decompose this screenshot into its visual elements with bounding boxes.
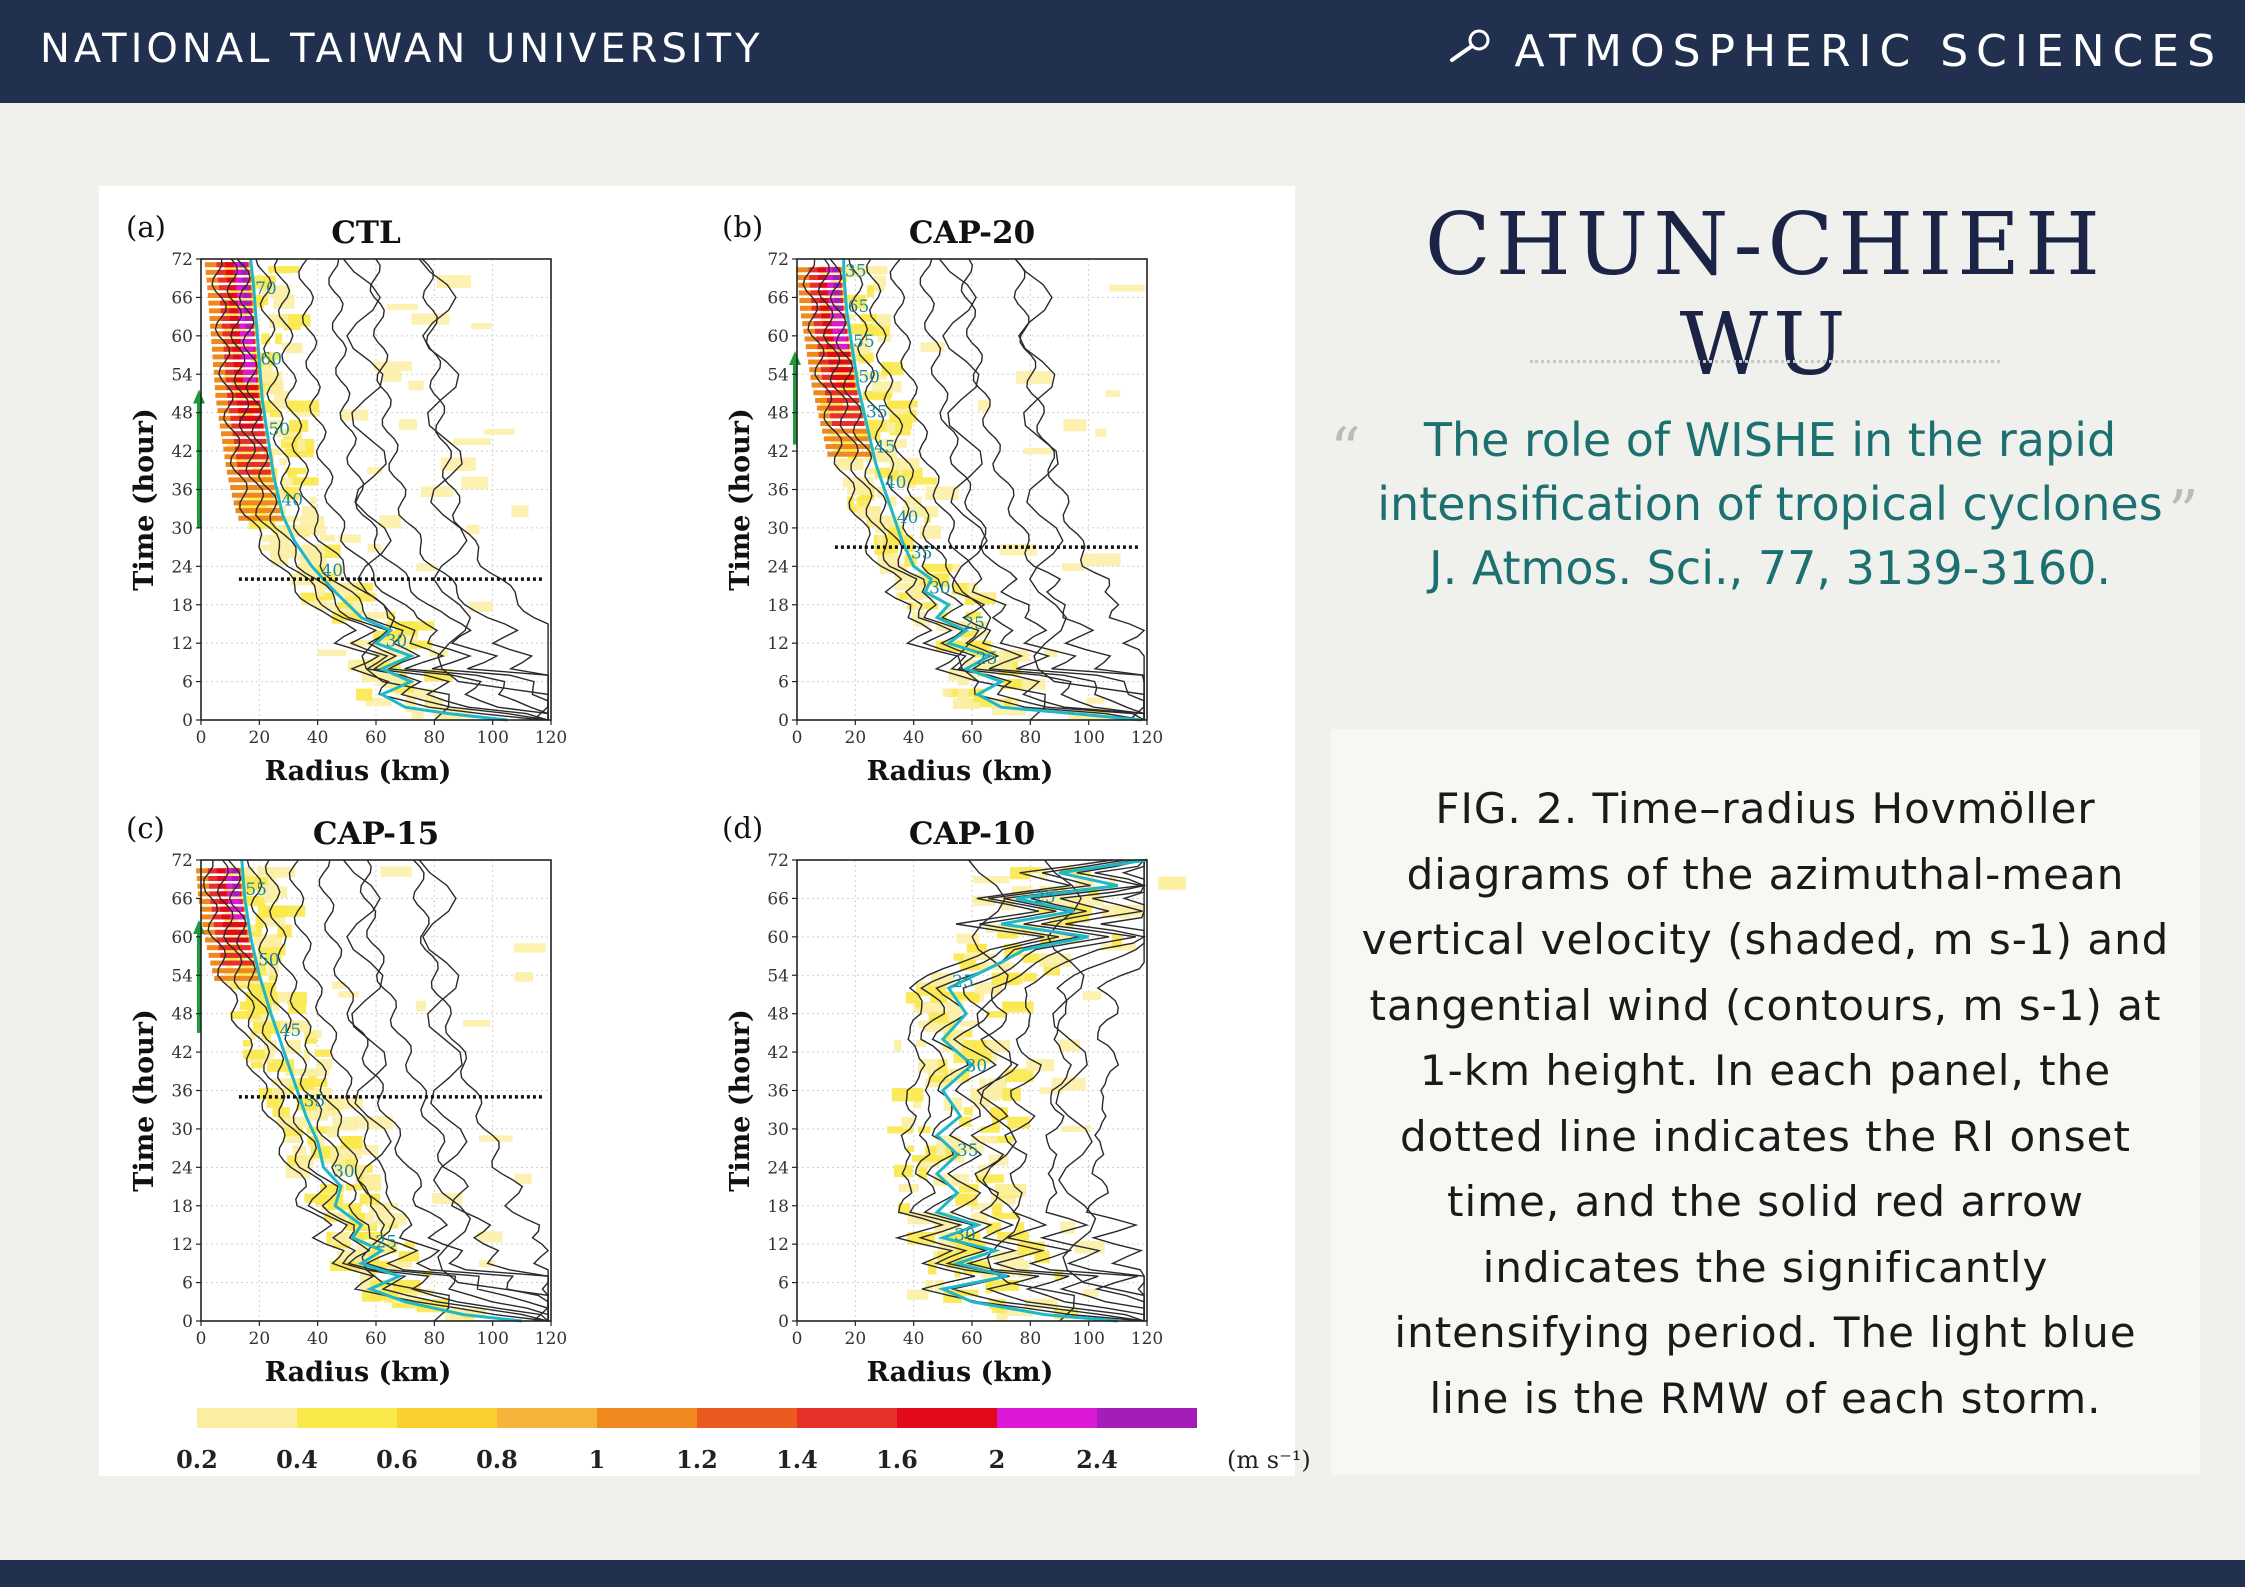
- contour-label: 40: [321, 560, 344, 581]
- open-quote-icon: “: [1330, 415, 1361, 485]
- shading-cell: [293, 1146, 307, 1155]
- shading-cell: [1023, 973, 1037, 982]
- panel-title: CTL: [331, 215, 401, 251]
- shading-cell: [1158, 877, 1186, 890]
- y-tick-label: 30: [171, 1119, 193, 1140]
- y-axis-label: Time (hour): [129, 408, 160, 591]
- contour-label: 40: [884, 472, 907, 493]
- shading-cell: [514, 943, 545, 952]
- x-tick-label: 100: [476, 1329, 509, 1349]
- shading-core: [831, 375, 853, 380]
- x-tick-label: 120: [1130, 1329, 1164, 1349]
- shading-cell: [437, 275, 471, 288]
- shading-cell: [275, 333, 282, 344]
- shading-core: [222, 961, 254, 966]
- shading-cell: [268, 266, 299, 273]
- y-tick-label: 30: [767, 1119, 789, 1140]
- contour-label: 30: [965, 1056, 988, 1077]
- y-tick-label: 6: [182, 672, 193, 693]
- y-tick-label: 6: [778, 1273, 789, 1294]
- panel-title: CAP-15: [312, 816, 440, 852]
- contour-label: 40: [896, 508, 919, 529]
- shading-core: [834, 290, 840, 295]
- x-tick-label: 80: [1019, 728, 1042, 748]
- colorbar-tick-label: 1.6: [876, 1445, 918, 1474]
- x-tick-label: 40: [902, 1329, 925, 1349]
- shading-cell: [332, 1117, 357, 1131]
- shading-core: [235, 447, 267, 452]
- y-tick-label: 66: [171, 889, 193, 910]
- close-quote-icon: ”: [2168, 478, 2199, 548]
- figure-panel: [99, 186, 1311, 1476]
- shading-cell: [886, 401, 912, 409]
- x-tick-label: 20: [248, 1329, 271, 1349]
- shading-cell: [338, 991, 358, 997]
- shading-cell: [412, 313, 450, 324]
- y-tick-label: 66: [171, 288, 193, 309]
- shading-cell: [511, 506, 528, 518]
- contour-label: 25: [952, 971, 974, 992]
- x-tick-label: 100: [476, 728, 509, 748]
- shading-cell: [262, 333, 270, 344]
- shading-cell: [405, 698, 415, 712]
- shading-cell: [320, 535, 335, 542]
- shading-cell: [943, 689, 952, 697]
- panel-2: [722, 210, 1163, 787]
- colorbar-segment: [897, 1408, 997, 1428]
- shading-cell: [1075, 1241, 1105, 1254]
- y-tick-label: 36: [767, 480, 789, 501]
- shading-cell: [1007, 1117, 1030, 1129]
- contour-label: 30: [333, 1161, 355, 1182]
- shading-cell: [288, 468, 297, 478]
- shading-cell: [1003, 1002, 1023, 1009]
- shading-cell: [958, 689, 969, 702]
- x-tick-label: 20: [248, 728, 271, 748]
- y-tick-label: 30: [767, 518, 789, 539]
- y-axis-label: Time (hour): [725, 408, 756, 591]
- shading-cell: [383, 371, 402, 382]
- shading-cell: [484, 429, 514, 435]
- contour-label: 30: [385, 631, 408, 652]
- y-tick-label: 36: [171, 480, 193, 501]
- colorbar-tick-label: 0.2: [176, 1445, 218, 1474]
- contour-label: 70: [255, 279, 277, 300]
- y-tick-label: 72: [171, 250, 193, 270]
- divider: [1530, 360, 2000, 363]
- shading-cell: [1016, 371, 1052, 384]
- shading-core: [238, 408, 260, 413]
- shading-cell: [272, 1107, 289, 1117]
- caption-card: [1331, 729, 2200, 1475]
- contour-label: 25: [1034, 887, 1056, 908]
- department-name: ATMOSPHERIC SCIENCES: [1514, 26, 2223, 77]
- contour-label: 50: [268, 420, 291, 441]
- contour-label: 50: [257, 950, 280, 971]
- author-name: CHUN-CHIEH WU: [1424, 195, 2106, 395]
- y-tick-label: 48: [767, 1004, 789, 1025]
- y-tick-label: 12: [171, 1235, 193, 1256]
- panel-3: [126, 811, 567, 1388]
- shading-core: [233, 891, 239, 896]
- shading-cell: [836, 458, 862, 467]
- shading-core: [232, 493, 277, 498]
- shading-cell: [1086, 698, 1104, 704]
- shading-cell: [1039, 953, 1071, 967]
- shading-cell: [318, 650, 347, 657]
- x-tick-label: 60: [365, 728, 387, 748]
- y-tick-label: 30: [171, 518, 193, 539]
- contour-label: 65: [847, 296, 870, 317]
- shading-cell: [289, 420, 308, 432]
- shading-cell: [964, 1107, 973, 1115]
- x-tick-label: 80: [423, 1329, 446, 1349]
- hovmoller-figure: [99, 186, 1311, 1476]
- colorbar-tick-label: 2.4: [1076, 1445, 1118, 1474]
- x-tick-label: 0: [195, 1329, 207, 1349]
- y-tick-label: 48: [767, 403, 789, 424]
- contour-label: 35: [866, 402, 888, 423]
- panel-4: [722, 811, 1186, 1388]
- shading-cell: [1063, 419, 1086, 431]
- shading-core: [240, 424, 262, 429]
- shading-cell: [396, 1261, 412, 1268]
- panel-title: CAP-10: [908, 816, 1036, 852]
- shading-core: [243, 293, 249, 298]
- contour-label: 55: [245, 880, 267, 901]
- y-tick-label: 48: [171, 1004, 193, 1025]
- shading-core: [830, 413, 862, 418]
- contour-label: 35: [910, 543, 933, 564]
- shading-cell: [302, 506, 318, 518]
- colorbar-tick-label: 1.4: [776, 1445, 818, 1474]
- shading-cell: [399, 419, 417, 430]
- shading-core: [832, 421, 864, 426]
- university-name: NATIONAL TAIWAN UNIVERSITY: [40, 26, 764, 72]
- contour-label: 25: [963, 613, 986, 634]
- shading-cell: [314, 1050, 331, 1057]
- shading-cell: [928, 1261, 937, 1275]
- shading-cell: [421, 486, 454, 497]
- shading-core: [223, 922, 245, 927]
- colorbar-segment: [397, 1408, 497, 1428]
- y-tick-label: 72: [767, 851, 789, 871]
- shading-core: [834, 336, 847, 341]
- y-tick-label: 0: [182, 711, 193, 731]
- y-tick-label: 54: [767, 966, 789, 987]
- y-axis-label: Time (hour): [129, 1009, 160, 1192]
- y-tick-label: 24: [171, 557, 193, 578]
- paper-title: The role of WISHE in the rapid intensification of tropical cyclones: [1377, 413, 2163, 531]
- y-tick-label: 6: [778, 672, 789, 693]
- colorbar-segment: [997, 1408, 1097, 1428]
- shading-core: [827, 452, 872, 457]
- paper-citation: [1330, 408, 2210, 600]
- shading-cell: [909, 477, 937, 484]
- shading-cell: [463, 1020, 490, 1027]
- contour-label: 25: [975, 648, 998, 669]
- y-tick-label: 60: [171, 326, 193, 347]
- shading-cell: [356, 689, 372, 701]
- x-axis-label: Radius (km): [866, 1357, 1054, 1388]
- shading-cell: [992, 1203, 1002, 1215]
- colorbar-segment: [297, 1408, 397, 1428]
- shading-cell: [341, 1136, 362, 1149]
- colorbar-segment: [797, 1408, 897, 1428]
- x-tick-label: 0: [791, 1329, 803, 1349]
- shading-core: [824, 436, 869, 441]
- shading-cell: [266, 867, 295, 878]
- figure-caption: FIG. 2. Time–radius Hovmöller diagrams of the azimuthal-mean vertical velocity (shaded, m s-1) and tangential wind (contours, m s-1) at 1-km height. In each panel, the dotted line indicates the RI onset time, and the solid red arrow indicates the significantly intensifying period. The light blue line is the RMW of each storm.: [1361, 784, 2170, 1423]
- shading-cell: [1105, 390, 1120, 397]
- shading-cell: [1025, 1299, 1031, 1308]
- shading-core: [236, 393, 258, 398]
- shading-cell: [1023, 448, 1051, 454]
- panel-letter: (d): [722, 811, 764, 845]
- x-tick-label: 100: [1072, 1329, 1105, 1349]
- panel-title: CAP-20: [908, 215, 1036, 251]
- shading-core: [241, 270, 247, 275]
- x-tick-label: 120: [1130, 728, 1164, 748]
- y-tick-label: 18: [767, 1196, 789, 1217]
- contour-label: 30: [929, 578, 951, 599]
- magnifier-icon: [1446, 26, 1496, 77]
- shading-cell: [867, 285, 874, 297]
- y-tick-label: 24: [767, 557, 789, 578]
- shading-core: [245, 316, 251, 321]
- y-tick-label: 60: [767, 927, 789, 948]
- colorbar-tick-label: 2: [988, 1445, 1006, 1474]
- y-tick-label: 36: [767, 1081, 789, 1102]
- colorbar-segment: [497, 1408, 597, 1428]
- x-axis-label: Radius (km): [264, 1357, 452, 1388]
- x-tick-label: 60: [961, 728, 983, 748]
- shading-cell: [469, 602, 493, 612]
- colorbar-unit: (m s⁻¹): [1227, 1446, 1311, 1474]
- header-bar: [0, 0, 2245, 103]
- y-tick-label: 12: [171, 634, 193, 655]
- y-tick-label: 72: [171, 851, 193, 871]
- x-tick-label: 40: [306, 1329, 329, 1349]
- contour-label: 40: [281, 490, 303, 511]
- y-tick-label: 54: [171, 365, 193, 386]
- y-tick-label: 18: [767, 595, 789, 616]
- shading-cell: [1003, 973, 1023, 984]
- shading-cell: [283, 1136, 302, 1143]
- shading-cell: [1052, 1078, 1086, 1091]
- y-tick-label: 24: [171, 1158, 193, 1179]
- y-tick-label: 60: [171, 927, 193, 948]
- contour-label: 45: [279, 1021, 302, 1042]
- shading-cell: [399, 1251, 420, 1261]
- colorbar-segment: [197, 1408, 297, 1428]
- y-tick-label: 0: [778, 1312, 789, 1332]
- y-tick-label: 6: [182, 1273, 193, 1294]
- shading-core: [239, 470, 271, 475]
- shading-cell: [310, 497, 317, 505]
- shading-core: [242, 278, 248, 283]
- footer-bar: [0, 1560, 2245, 1587]
- contour-label: 50: [858, 367, 881, 388]
- shading-cell: [278, 1117, 307, 1128]
- y-tick-label: 0: [182, 1312, 193, 1332]
- shading-cell: [453, 438, 491, 445]
- x-tick-label: 40: [306, 728, 329, 748]
- contour-label: 35: [956, 1140, 979, 1161]
- panel-1: [126, 210, 567, 787]
- y-tick-label: 0: [778, 711, 789, 731]
- shading-cell: [409, 381, 424, 391]
- x-axis-label: Radius (km): [866, 756, 1054, 787]
- shading-cell: [907, 1290, 928, 1300]
- x-tick-label: 100: [1072, 728, 1105, 748]
- shading-cell: [956, 934, 979, 944]
- shading-cell: [279, 458, 287, 465]
- contour-label: 60: [260, 349, 283, 370]
- shading-cell: [1081, 554, 1121, 566]
- y-tick-label: 66: [767, 889, 789, 910]
- shading-cell: [925, 1146, 936, 1155]
- shading-cell: [875, 545, 890, 555]
- colorbar-tick-label: 0.4: [276, 1445, 318, 1474]
- shading-cell: [461, 477, 488, 490]
- shading-cell: [364, 1174, 382, 1186]
- shading-cell: [298, 439, 306, 451]
- x-tick-label: 120: [534, 1329, 568, 1349]
- x-tick-label: 20: [844, 728, 867, 748]
- panel-letter: (a): [126, 210, 166, 244]
- shading-cell: [857, 506, 881, 519]
- x-tick-label: 60: [365, 1329, 387, 1349]
- x-tick-label: 80: [423, 728, 446, 748]
- colorbar-segment: [1097, 1408, 1197, 1428]
- y-tick-label: 42: [767, 442, 789, 463]
- colorbar-tick-label: 0.6: [376, 1445, 418, 1474]
- shading-cell: [262, 535, 277, 542]
- shading-core: [834, 298, 840, 303]
- shading-core: [833, 275, 839, 280]
- shading-cell: [1109, 285, 1144, 292]
- shading-cell: [341, 409, 368, 420]
- y-tick-label: 72: [767, 250, 789, 270]
- shading-cell: [894, 1040, 901, 1052]
- colorbar-segment: [597, 1408, 697, 1428]
- shading-core: [232, 876, 238, 881]
- shading-core: [831, 321, 844, 326]
- shading-cell: [243, 1040, 252, 1047]
- shading-cell: [381, 866, 412, 876]
- shading-cell: [286, 1040, 301, 1054]
- contour-label: 35: [303, 1091, 326, 1112]
- x-tick-label: 120: [534, 728, 568, 748]
- y-tick-label: 54: [171, 966, 193, 987]
- y-tick-label: 48: [171, 403, 193, 424]
- y-axis-label: Time (hour): [725, 1009, 756, 1192]
- shading-cell: [263, 905, 288, 915]
- department-label: [1446, 26, 2223, 77]
- panel-letter: (b): [722, 210, 764, 244]
- x-tick-label: 40: [902, 728, 925, 748]
- y-tick-label: 18: [171, 1196, 193, 1217]
- shading-cell: [1083, 991, 1102, 1000]
- shading-cell: [387, 304, 418, 310]
- shading-cell: [921, 342, 945, 352]
- contour-label: 55: [853, 332, 875, 353]
- y-tick-label: 24: [767, 1158, 789, 1179]
- shading-cell: [432, 1193, 462, 1204]
- x-tick-label: 60: [961, 1329, 983, 1349]
- y-tick-label: 54: [767, 365, 789, 386]
- x-tick-label: 0: [791, 728, 803, 748]
- y-tick-label: 18: [171, 595, 193, 616]
- shading-cell: [899, 1184, 919, 1192]
- colorbar-tick-label: 1: [588, 1445, 606, 1474]
- shading-core: [243, 301, 249, 306]
- shading-cell: [332, 982, 346, 989]
- colorbar-tick-label: 1.2: [676, 1445, 718, 1474]
- y-tick-label: 66: [767, 288, 789, 309]
- x-tick-label: 0: [195, 728, 207, 748]
- contour-label: 25: [375, 1232, 398, 1253]
- colorbar-tick-label: 0.8: [476, 1445, 518, 1474]
- y-tick-label: 42: [171, 1043, 193, 1064]
- x-tick-label: 80: [1019, 1329, 1042, 1349]
- shading-cell: [471, 323, 491, 329]
- contour-label: 35: [844, 261, 867, 282]
- shading-cell: [259, 545, 281, 552]
- shading-core: [829, 406, 861, 411]
- shading-cell: [515, 972, 533, 982]
- paper-journal: J. Atmos. Sci., 77, 3139-3160.: [1429, 541, 2111, 595]
- x-tick-label: 20: [844, 1329, 867, 1349]
- shading-cell: [288, 401, 319, 412]
- shading-cell: [320, 1184, 334, 1193]
- y-tick-label: 42: [171, 442, 193, 463]
- shading-cell: [1095, 429, 1106, 437]
- y-tick-label: 12: [767, 634, 789, 655]
- contour-label: 45: [874, 437, 896, 458]
- y-tick-label: 12: [767, 1235, 789, 1256]
- panel-letter: (c): [126, 811, 165, 845]
- contour-label: 30: [954, 1225, 976, 1246]
- x-axis-label: Radius (km): [264, 756, 452, 787]
- y-tick-label: 36: [171, 1081, 193, 1102]
- colorbar-segment: [697, 1408, 797, 1428]
- y-tick-label: 60: [767, 326, 789, 347]
- shading-cell: [416, 1001, 426, 1011]
- y-tick-label: 42: [767, 1043, 789, 1064]
